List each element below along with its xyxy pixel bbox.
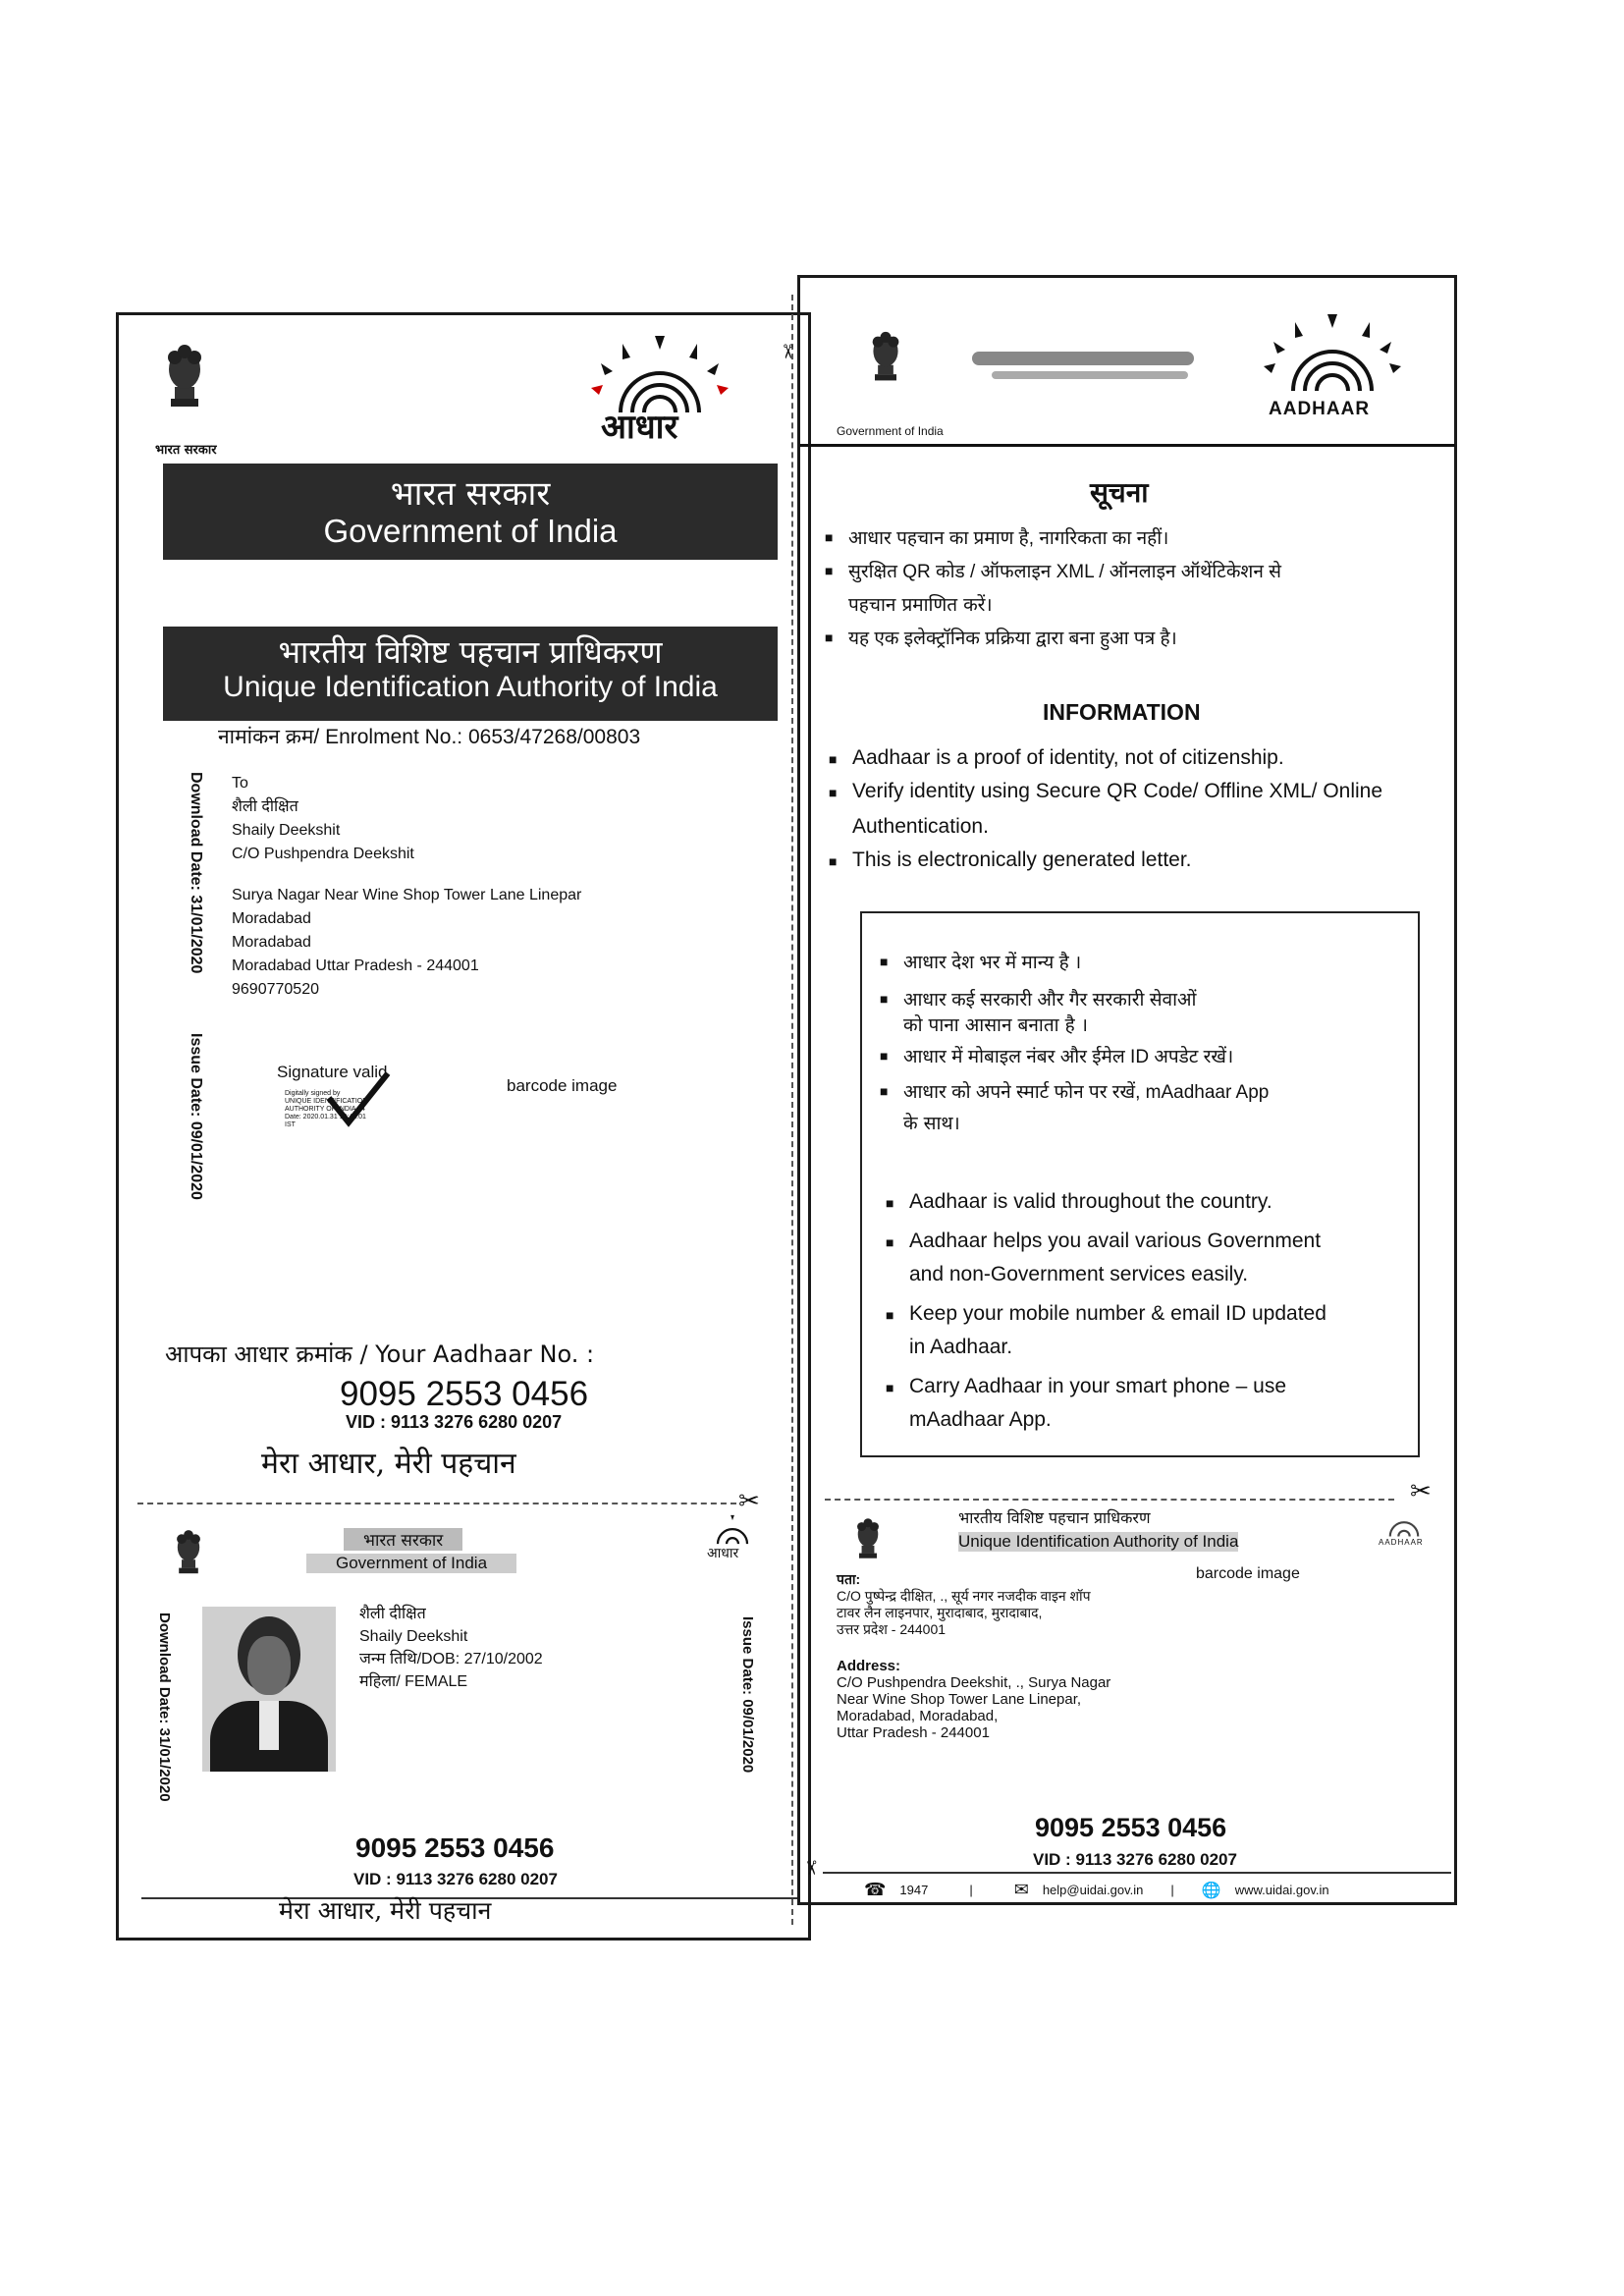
address-line: Moradabad Uttar Pradesh - 244001 (232, 957, 479, 974)
your-aadhaar-label: आपका आधार क्रमांक / Your Aadhaar No. : (165, 1340, 595, 1368)
card-download-date-vertical: Download Date: 31/01/2020 (156, 1613, 173, 1802)
scissors-icon: ✂ (776, 343, 800, 360)
box-english-continued: in Aadhaar. (909, 1336, 1013, 1358)
right-header-rule (799, 444, 1455, 447)
issue-date-vertical: Issue Date: 09/01/2020 (188, 1033, 204, 1200)
national-emblem-icon (169, 1528, 208, 1583)
card-gov-english: Government of India (306, 1554, 516, 1573)
holder-photo (202, 1607, 336, 1772)
notice-title: सूचना (1090, 476, 1149, 509)
card-vid-number: VID : 9113 3276 6280 0207 (353, 1870, 558, 1888)
globe-icon: 🌐 (1201, 1882, 1221, 1899)
card-tagline: मेरा आधार, मेरी पहचान (279, 1896, 492, 1925)
scissors-icon: ✂ (799, 1859, 824, 1877)
aadhaar-logo-icon (1375, 1508, 1434, 1540)
vid-number: VID : 9113 3276 6280 0207 (346, 1412, 563, 1432)
notice-bullet: ■ सुरक्षित QR कोड / ऑफलाइन XML / ऑनलाइन ऑथेंटिकेशन से (848, 558, 1281, 583)
cut-line (825, 1499, 1394, 1501)
tagline: मेरा आधार, मेरी पहचान (261, 1447, 516, 1481)
national-emblem-icon (850, 1516, 886, 1567)
redacted-bar (972, 352, 1194, 365)
card-uidai-english: Unique Identification Authority of India (958, 1532, 1239, 1551)
gov-banner-hindi: भारत सरकार (390, 474, 551, 514)
info-bullet-continued: Authentication. (852, 815, 989, 838)
notice-bullet: ■ यह एक इलेक्ट्रॉनिक प्रक्रिया द्वारा बना हुआ पत्र है। (848, 625, 1177, 650)
card-issue-date-vertical: Issue Date: 09/01/2020 (739, 1616, 756, 1774)
aadhaar-logo-text: AADHAAR (1379, 1538, 1424, 1547)
box-hindi-continued: के साथ। (903, 1113, 960, 1134)
uidai-banner (163, 627, 778, 721)
gov-banner-english: Government of India (323, 513, 618, 549)
box-english-bullet: ■ Aadhaar helps you avail various Government (909, 1230, 1321, 1253)
national-emblem-icon (864, 328, 907, 393)
enrolment-number: नामांकन क्रम/ Enrolment No.: 0653/47268/00803 (218, 726, 641, 748)
signature-valid-label: Signature valid (277, 1063, 388, 1081)
card-vid-number: VID : 9113 3276 6280 0207 (1033, 1850, 1237, 1869)
info-bullet: ■ Verify identity using Secure QR Code/ Offline XML/ Online (852, 780, 1382, 803)
address-line: शैली दीक्षित (232, 798, 298, 815)
scissors-icon: ✂ (1410, 1477, 1432, 1506)
gov-banner (163, 464, 778, 560)
barcode-placeholder: barcode image (507, 1076, 618, 1095)
holder-dob: जन्म तिथि/DOB: 27/10/2002 (359, 1651, 543, 1667)
box-english-bullet: ■ Keep your mobile number & email ID updated (909, 1302, 1326, 1326)
card-address-hindi: पता: C/O पुष्पेन्द्र दीक्षित, ., सूर्य नगर नजदीक वाइन शॉप टावर लैन लाइनपार, मुरादाबाद, मुरादाबाद, उत्तर प्रदेश - 244001 (837, 1571, 1091, 1637)
holder-name-hindi: शैली दीक्षित (359, 1606, 426, 1622)
phone-icon: ☎ (864, 1880, 887, 1899)
cut-line (137, 1503, 736, 1504)
card-address-english: Address: C/O Pushpendra Deekshit, ., Surya Nagar Near Wine Shop Tower Lane Linepar, Moradabad, Moradabad, Uttar Pradesh - 244001 (837, 1658, 1111, 1741)
aadhaar-logo-icon (1249, 312, 1416, 401)
contact-footer: ☎ 1947 | ✉ help@uidai.gov.in | 🌐 www.uidai.gov.in (864, 1880, 1329, 1899)
address-line: Moradabad (232, 910, 311, 927)
address-line: Moradabad (232, 934, 311, 951)
box-english-continued: and non-Government services easily. (909, 1263, 1249, 1285)
card-barcode-placeholder: barcode image (1196, 1565, 1300, 1582)
pata-label: पता: (837, 1571, 861, 1587)
uidai-banner-hindi: भारतीय विशिष्ट पहचान प्राधिकरण (278, 633, 663, 671)
emblem-caption: भारत सरकार (155, 443, 217, 458)
aadhaar-number: 9095 2553 0456 (340, 1375, 589, 1413)
card-gov-hindi: भारत सरकार (344, 1528, 462, 1551)
box-hindi-continued: को पाना आसान बनाता है । (903, 1014, 1088, 1036)
box-hindi-bullet: ■ आधार को अपने स्मार्ट फोन पर रखें, mAadhaar App (903, 1078, 1269, 1104)
gov-caption: Government of India (837, 424, 944, 438)
card-divider (823, 1872, 1451, 1874)
redacted-bar (992, 371, 1188, 379)
address-line: Surya Nagar Near Wine Shop Tower Lane Linepar (232, 887, 582, 903)
uidai-banner-english: Unique Identification Authority of India (223, 671, 718, 703)
box-hindi-bullet: ■ आधार में मोबाइल नंबर और ईमेल ID अपडेट रखें। (903, 1043, 1233, 1068)
fold-line (791, 295, 793, 1925)
notice-bullet: ■ आधार पहचान का प्रमाण है, नागरिकता का नहीं। (848, 524, 1168, 550)
aadhaar-logo-text: आधार (707, 1546, 739, 1561)
checkmark-icon (324, 1068, 393, 1127)
box-english-bullet: ■ Aadhaar is valid throughout the country. (909, 1190, 1272, 1214)
box-hindi-bullet: ■ आधार कई सरकारी और गैर सरकारी सेवाओं (903, 986, 1196, 1011)
info-bullet: ■ This is electronically generated letter. (852, 848, 1192, 872)
box-english-continued: mAadhaar App. (909, 1408, 1052, 1431)
download-date-vertical: Download Date: 31/01/2020 (188, 772, 204, 974)
holder-gender: महिला/ FEMALE (359, 1673, 468, 1690)
holder-details (359, 1603, 543, 1693)
aadhaar-logo-text: AADHAAR (1269, 399, 1371, 419)
helpline-number: 1947 (899, 1883, 929, 1897)
help-email: help@uidai.gov.in (1042, 1883, 1144, 1897)
address-line: Shaily Deekshit (232, 822, 341, 839)
card-aadhaar-number: 9095 2553 0456 (1035, 1813, 1227, 1842)
digital-signature-details: Digitally signed by UNIQUE IDENTIFICATION AUTHORITY OF INDIA 04 Date: 2020.01.31 19:41:01 IST (285, 1090, 368, 1128)
email-icon: ✉ (1013, 1880, 1029, 1899)
website: www.uidai.gov.in (1234, 1883, 1329, 1897)
address-line: 9690770520 (232, 981, 319, 998)
recipient-address (232, 772, 581, 1002)
aadhaar-logo-icon (703, 1514, 762, 1548)
address-label: Address: (837, 1658, 901, 1674)
scissors-icon: ✂ (738, 1487, 760, 1516)
information-title: INFORMATION (1043, 699, 1201, 725)
national-emblem-icon (157, 342, 212, 420)
box-hindi-bullet: ■ आधार देश भर में मान्य है । (903, 949, 1081, 974)
box-english-bullet: ■ Carry Aadhaar in your smart phone – use (909, 1375, 1286, 1398)
address-line: C/O Pushpendra Deekshit (232, 846, 414, 862)
card-aadhaar-number: 9095 2553 0456 (355, 1832, 555, 1863)
notice-bullet-continued: पहचान प्रमाणित करें। (848, 594, 993, 616)
aadhaar-logo-text: आधार (601, 408, 678, 447)
info-bullet: ■ Aadhaar is a proof of identity, not of citizenship. (852, 746, 1284, 770)
card-uidai-hindi: भारतीय विशिष्ट पहचान प्राधिकरण (958, 1508, 1151, 1527)
address-line: To (232, 775, 248, 792)
holder-name-english: Shaily Deekshit (359, 1628, 468, 1645)
